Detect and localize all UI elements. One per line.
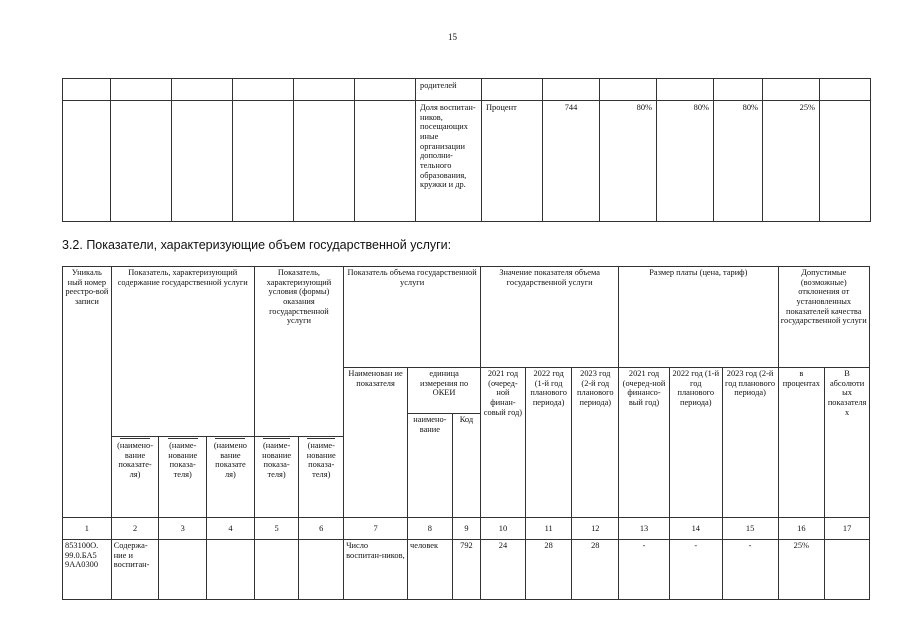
- header-deviation-absolute: В абсолюти ых показателя х: [825, 368, 870, 518]
- subheader-conditions-2: (наиме-нование показа-теля): [306, 441, 336, 479]
- column-number: 14: [669, 518, 722, 540]
- header-fee-2022: 2022 год (1-й год планового периода): [669, 368, 722, 518]
- indicator-cell: Число воспитан-ников,: [344, 540, 408, 600]
- column-number: 13: [619, 518, 670, 540]
- header-content-indicator: Показатель, характеризующий содержание государственной услуги: [111, 267, 254, 437]
- content-cell: Содержа-ние и воспитан-: [111, 540, 159, 600]
- column-number: 11: [525, 518, 572, 540]
- column-number: 1: [63, 518, 112, 540]
- indicator-cell: родителей: [416, 79, 482, 101]
- deviation-percent-cell: 25%: [778, 540, 825, 600]
- page-number: 15: [448, 32, 457, 42]
- header-conditions-indicator: Показатель, характеризующий условия (формы) оказания государственной услуги: [254, 267, 343, 437]
- column-number: 2: [111, 518, 159, 540]
- column-number: 3: [159, 518, 207, 540]
- unit-cell: Процент: [482, 101, 543, 222]
- subheader-conditions-1: (наиме-нование показа-теля): [262, 441, 292, 479]
- header-year-2021: 2021 год (очеред-ной финан-совый год): [481, 368, 526, 518]
- header-fee-2021: 2021 год (очеред-ной финансо-вый год): [619, 368, 670, 518]
- column-number-row: [63, 518, 870, 540]
- code-cell: 744: [543, 101, 600, 222]
- registry-id-cell: 853100О. 99.0.БА5 9АА0300: [63, 540, 112, 600]
- header-deviation: Допустимые (возможные) отклонения от установленных показателей качества государственной услуги: [778, 267, 870, 368]
- value-2023-cell: 28: [572, 540, 619, 600]
- value-2022-cell: 80%: [657, 101, 714, 222]
- table-header-row: [63, 267, 870, 368]
- header-volume-value: Значение показателя объема государственной услуги: [481, 267, 619, 368]
- column-number: 12: [572, 518, 619, 540]
- fee-2021-cell: -: [619, 540, 670, 600]
- column-number: 5: [254, 518, 299, 540]
- header-okei: единица измерения по ОКЕИ: [408, 368, 481, 414]
- table-row: [63, 540, 870, 600]
- header-okei-code: Код: [452, 414, 480, 518]
- header-okei-name: наимено-вание: [408, 414, 453, 518]
- column-number: 17: [825, 518, 870, 540]
- column-number: 7: [344, 518, 408, 540]
- subheader-content-2: (наиме-нование показа-теля): [168, 441, 198, 479]
- column-number: 6: [299, 518, 344, 540]
- section-heading: 3.2. Показатели, характеризующие объем государственной услуги:: [62, 238, 452, 252]
- header-fee: Размер платы (цена, тариф): [619, 267, 778, 368]
- table-row: [63, 79, 871, 101]
- indicator-cell: Доля воспитан-ников, посещающих иные организации дополни-тельного образования, кружки и др.: [416, 101, 482, 222]
- header-indicator-name: Наименован ие показателя: [344, 368, 408, 518]
- table-row: [63, 101, 871, 222]
- header-year-2022: 2022 год (1-й год планового периода): [525, 368, 572, 518]
- code-cell: 792: [452, 540, 480, 600]
- value-2021-cell: 24: [481, 540, 526, 600]
- quality-indicators-table-continuation: [62, 78, 871, 222]
- header-deviation-percent: в процентах: [778, 368, 825, 518]
- value-2022-cell: 28: [525, 540, 572, 600]
- fee-2023-cell: -: [722, 540, 778, 600]
- column-number: 4: [207, 518, 255, 540]
- header-fee-2023: 2023 год (2-й год планового периода): [722, 368, 778, 518]
- volume-indicators-table: [62, 266, 870, 600]
- header-volume-indicator: Показатель объема государственной услуги: [344, 267, 481, 368]
- header-unique-number: Уникаль ный номер реестро-вой записи: [63, 267, 112, 518]
- fee-2022-cell: -: [669, 540, 722, 600]
- value-2021-cell: 80%: [600, 101, 657, 222]
- column-number: 8: [408, 518, 453, 540]
- header-year-2023: 2023 год (2-й год планового периода): [572, 368, 619, 518]
- column-number: 16: [778, 518, 825, 540]
- unit-cell: человек: [408, 540, 453, 600]
- subheader-content-3: (наимено вание показате ля): [213, 441, 247, 479]
- column-number: 15: [722, 518, 778, 540]
- column-number: 10: [481, 518, 526, 540]
- column-number: 9: [452, 518, 480, 540]
- deviation-cell: 25%: [763, 101, 820, 222]
- value-2023-cell: 80%: [714, 101, 763, 222]
- subheader-content-1: (наимено-вание показате-ля): [117, 441, 154, 479]
